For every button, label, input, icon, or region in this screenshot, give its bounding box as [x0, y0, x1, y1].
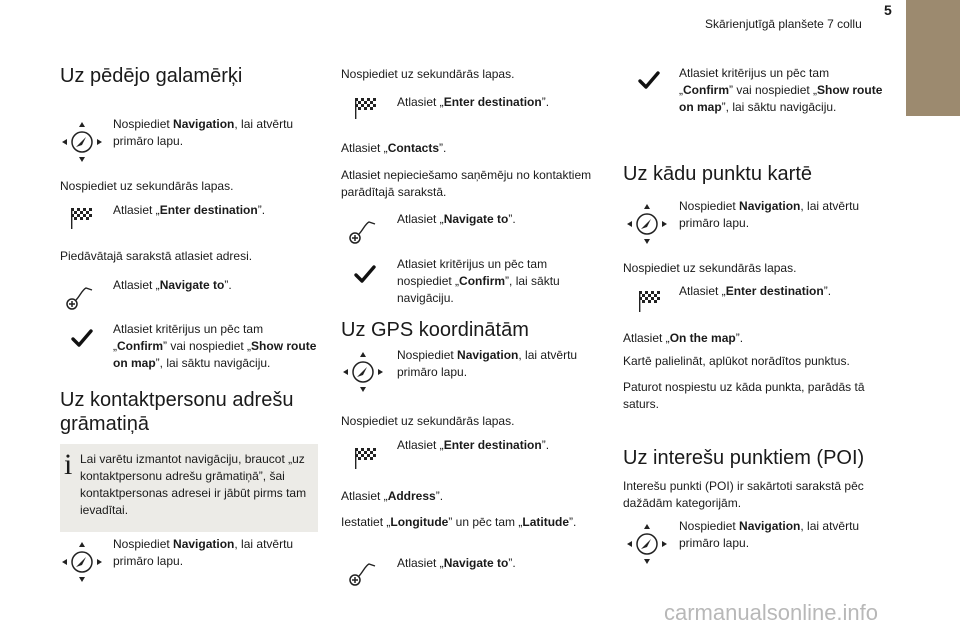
- step-text: Atlasiet „Enter destination”.: [397, 438, 550, 452]
- chapter-title: Skārienjutīgā planšete 7 collu: [705, 17, 862, 31]
- paragraph: Kartē palielināt, aplūkot norādītos punktus.: [623, 354, 850, 368]
- navigation-icon: [60, 540, 104, 584]
- section-heading: Uz GPS koordinātām: [341, 319, 529, 341]
- page-number: 5: [884, 2, 892, 18]
- navigation-icon: [625, 202, 669, 246]
- section-heading: Uz kādu punktu kartē: [623, 163, 812, 185]
- step-text: Atlasiet kritērijus un pēc tam „Confirm” vai nospiediet „Show route on map”, lai sāktu navigāciju.: [679, 66, 883, 114]
- checkmark-icon: [353, 262, 377, 286]
- paragraph: Nospiediet uz sekundārās lapas.: [60, 179, 234, 193]
- section-heading: Uz kontaktpersonu adrešu grāmatiņā: [60, 389, 294, 435]
- step-text: Nospiediet Navigation, lai atvērtu primāro lapu.: [113, 537, 294, 568]
- step-text: Atlasiet kritērijus un pēc tam „Confirm” vai nospiediet „Show route on map”, lai sāktu navigāciju.: [113, 322, 317, 370]
- paragraph: Interešu punkti (POI) ir sakārtoti sarakstā pēc dažādām kategorijām.: [623, 479, 864, 510]
- step-text: Atlasiet „Navigate to”.: [397, 212, 516, 226]
- info-note: [60, 444, 318, 532]
- note-text: Lai varētu izmantot navigāciju, braucot „uz kontaktpersonu adrešu grāmatiņā”, šai kontaktpersonas adresei ir jābūt pirms tam ievadītai.: [80, 452, 307, 517]
- paragraph: Atlasiet nepieciešamo saņēmēju no kontaktiem parādītajā sarakstā.: [341, 168, 592, 199]
- checkmark-icon: [637, 68, 661, 92]
- paragraph: Nospiediet uz sekundārās lapas.: [341, 67, 515, 81]
- step-text: Nospiediet Navigation, lai atvērtu primāro lapu.: [113, 117, 294, 148]
- step-text: Atlasiet „Navigate to”.: [113, 278, 232, 292]
- paragraph: Atlasiet „On the map”.: [623, 331, 744, 345]
- checkered-flag-icon: [69, 206, 93, 230]
- step-text: Atlasiet „Enter destination”.: [679, 284, 832, 298]
- paragraph: Piedāvātajā sarakstā atlasiet adresi.: [60, 249, 253, 263]
- step-text: Nospiediet Navigation, lai atvērtu primāro lapu.: [397, 348, 578, 379]
- paragraph: Iestatiet „Longitude” un pēc tam „Latitude”.: [341, 515, 577, 529]
- step-text: Nospiediet Navigation, lai atvērtu primāro lapu.: [679, 199, 860, 230]
- paragraph: Atlasiet „Address”.: [341, 489, 444, 503]
- section-heading: Uz pēdējo galamērķi: [60, 65, 243, 87]
- section-heading: Uz interešu punktiem (POI): [623, 447, 865, 469]
- navigate-to-icon: [347, 216, 377, 246]
- navigation-icon: [625, 522, 669, 566]
- info-icon: i: [64, 448, 73, 481]
- navigate-to-icon: [347, 558, 377, 588]
- paragraph: Atlasiet „Contacts”.: [341, 141, 447, 155]
- paragraph: Paturot nospiestu uz kāda punkta, parādās tā saturs.: [623, 380, 865, 411]
- navigation-icon: [341, 350, 385, 394]
- navigate-to-icon: [64, 282, 94, 312]
- paragraph: Nospiediet uz sekundārās lapas.: [341, 414, 515, 428]
- step-text: Atlasiet „Enter destination”.: [397, 95, 550, 109]
- checkered-flag-icon: [637, 289, 661, 313]
- chapter-tab: [906, 0, 960, 116]
- checkmark-icon: [70, 326, 94, 350]
- checkered-flag-icon: [353, 96, 377, 120]
- step-text: Nospiediet Navigation, lai atvērtu primāro lapu.: [679, 519, 860, 550]
- watermark: carmanualsonline.info: [664, 600, 879, 625]
- step-text: Atlasiet „Navigate to”.: [397, 556, 516, 570]
- navigation-icon: [60, 120, 104, 164]
- checkered-flag-icon: [353, 446, 377, 470]
- step-text: Atlasiet kritērijus un pēc tam nospiediet „Confirm”, lai sāktu navigāciju.: [397, 257, 560, 305]
- step-text: Atlasiet „Enter destination”.: [113, 203, 266, 217]
- paragraph: Nospiediet uz sekundārās lapas.: [623, 261, 797, 275]
